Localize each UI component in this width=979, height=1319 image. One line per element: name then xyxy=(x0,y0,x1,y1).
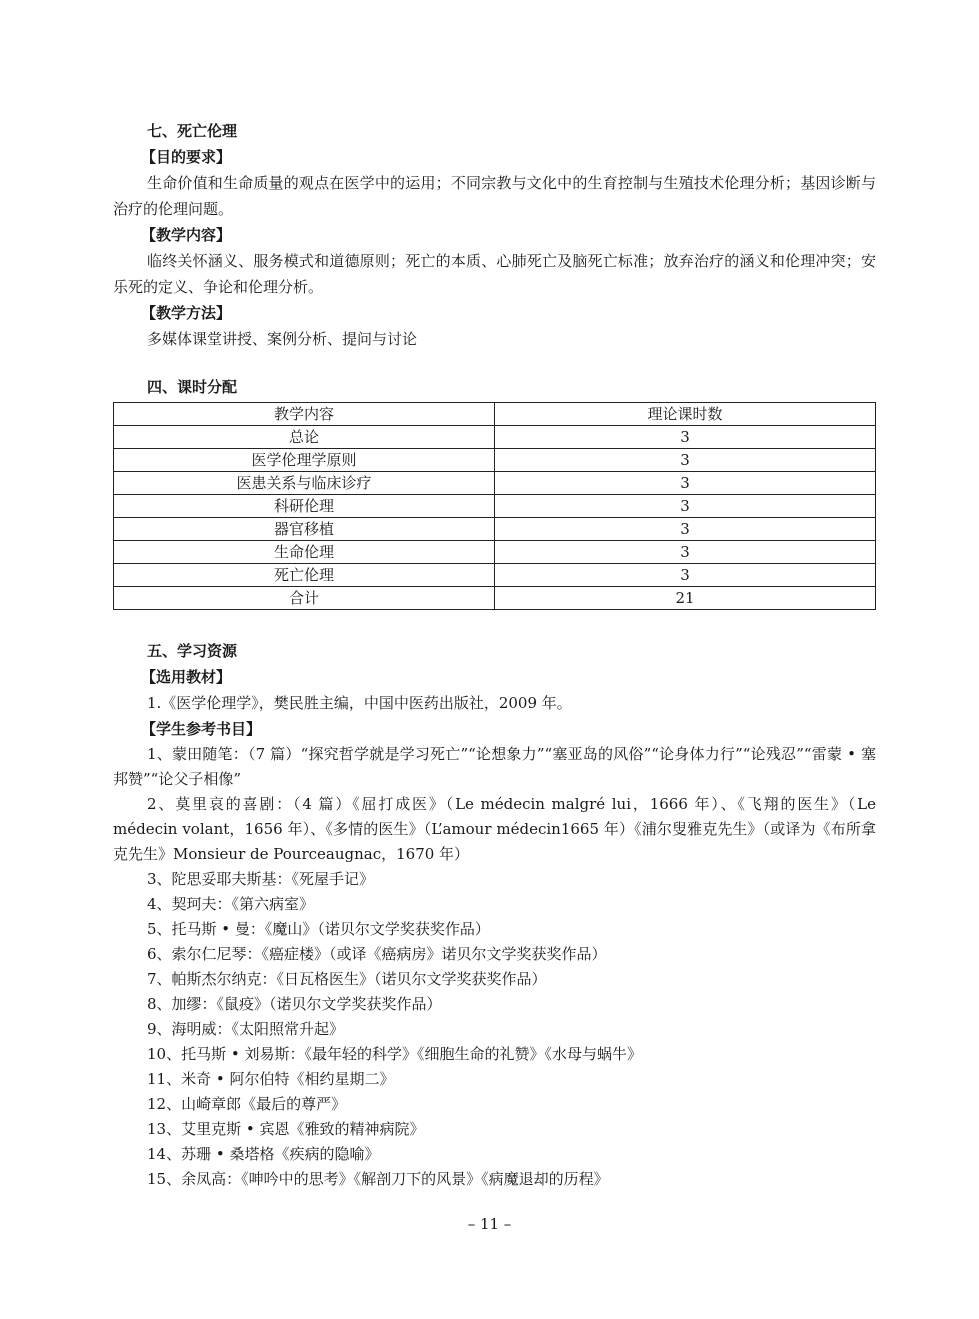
table-cell: 3 xyxy=(495,426,876,449)
objectives-text: 生命价值和生命质量的观点在医学中的运用；不同宗教与文化中的生育控制与生殖技术伦理分析；基因诊断与治疗的伦理问题。 xyxy=(113,174,876,218)
page-number: – 11 – xyxy=(467,1215,512,1233)
list-item: 14、苏珊 • 桑塔格《疾病的隐喻》 xyxy=(147,1145,380,1163)
table-row xyxy=(114,564,876,587)
method-text: 多媒体课堂讲授、案例分析、提问与讨论 xyxy=(147,330,418,348)
table-row xyxy=(114,426,876,449)
list-item: 2、莫里哀的喜剧：（4 篇）《屈打成医》（Le médecin malgré lui，1666 年）、《飞翔的医生》（Le médecin volant，1656 年）、《多情的医生》（L’amour médecin1665 年）《浦尔叟雅克先生》（或译为《布所拿克先生》Monsieur de Pourceaugnac，1670 年） xyxy=(113,795,876,863)
list-item: 6、索尔仁尼琴：《癌症楼》（或译《癌病房》诺贝尔文学奖获奖作品） xyxy=(147,945,607,963)
list-item: 4、契珂夫：《第六病室》 xyxy=(147,895,315,913)
table-cell: 生命伦理 xyxy=(114,541,495,564)
list-item: 8、加缪：《鼠疫》（诺贝尔文学奖获奖作品） xyxy=(147,995,442,1013)
table-total-row xyxy=(114,587,876,610)
table-row xyxy=(114,449,876,472)
table-header-row xyxy=(114,403,876,426)
table-cell: 合计 xyxy=(114,587,495,610)
table-cell: 器官移植 xyxy=(114,518,495,541)
section7-title: 七、死亡伦理 xyxy=(147,122,238,140)
table-header-cell: 教学内容 xyxy=(114,403,495,426)
list-item: 1、蒙田随笔：（7 篇）“探究哲学就是学习死亡”“论想象力”“塞亚岛的风俗”“论身体力行”“论残忍”“雷蒙 • 塞邦赞”“论父子相像” xyxy=(113,745,876,788)
content-label: 【教学内容】 xyxy=(141,226,232,244)
textbook-text: 1.《医学伦理学》，樊民胜主编，中国中医药出版社，2009 年。 xyxy=(147,694,572,712)
table-row xyxy=(114,495,876,518)
table-cell: 医学伦理学原则 xyxy=(114,449,495,472)
list-item: 13、艾里克斯 • 宾恩《雅致的精神病院》 xyxy=(147,1120,425,1138)
table-row xyxy=(114,472,876,495)
table-cell: 3 xyxy=(495,564,876,587)
hours-table xyxy=(113,402,876,610)
table-row xyxy=(114,541,876,564)
textbook-label: 【选用教材】 xyxy=(141,668,232,686)
table-cell: 科研伦理 xyxy=(114,495,495,518)
content-text: 临终关怀涵义、服务模式和道德原则；死亡的本质、心肺死亡及脑死亡标准；放弃治疗的涵义和伦理冲突；安乐死的定义、争论和伦理分析。 xyxy=(113,252,876,296)
section4-title: 四、课时分配 xyxy=(147,378,238,396)
method-label: 【教学方法】 xyxy=(141,304,232,322)
table-header-cell: 理论课时数 xyxy=(495,403,876,426)
list-item: 5、托马斯 • 曼：《魔山》（诺贝尔文学奖获奖作品） xyxy=(147,920,490,938)
table-cell: 3 xyxy=(495,472,876,495)
table-cell: 21 xyxy=(495,587,876,610)
list-item: 7、帕斯杰尔纳克：《日瓦格医生》（诺贝尔文学奖获奖作品） xyxy=(147,970,547,988)
table-cell: 医患关系与临床诊疗 xyxy=(114,472,495,495)
table-cell: 3 xyxy=(495,495,876,518)
list-item: 12、山崎章郎《最后的尊严》 xyxy=(147,1095,347,1113)
table-cell: 3 xyxy=(495,541,876,564)
table-row xyxy=(114,518,876,541)
list-item: 3、陀思妥耶夫斯基：《死屋手记》 xyxy=(147,870,375,888)
table-cell: 3 xyxy=(495,518,876,541)
list-item: 11、米奇 • 阿尔伯特《相约星期二》 xyxy=(147,1070,395,1088)
document-page xyxy=(113,118,876,1192)
section5-title: 五、学习资源 xyxy=(147,642,238,660)
list-item: 9、海明威：《太阳照常升起》 xyxy=(147,1020,345,1038)
objectives-label: 【目的要求】 xyxy=(141,148,232,166)
list-item: 15、余凤高：《呻吟中的思考》《解剖刀下的风景》《病魔退却的历程》 xyxy=(147,1170,609,1188)
table-cell: 总论 xyxy=(114,426,495,449)
table-cell: 3 xyxy=(495,449,876,472)
refs-label: 【学生参考书目】 xyxy=(141,720,262,738)
list-item: 10、托马斯 • 刘易斯：《最年轻的科学》《细胞生命的礼赞》《水母与蜗牛》 xyxy=(147,1045,642,1063)
table-cell: 死亡伦理 xyxy=(114,564,495,587)
